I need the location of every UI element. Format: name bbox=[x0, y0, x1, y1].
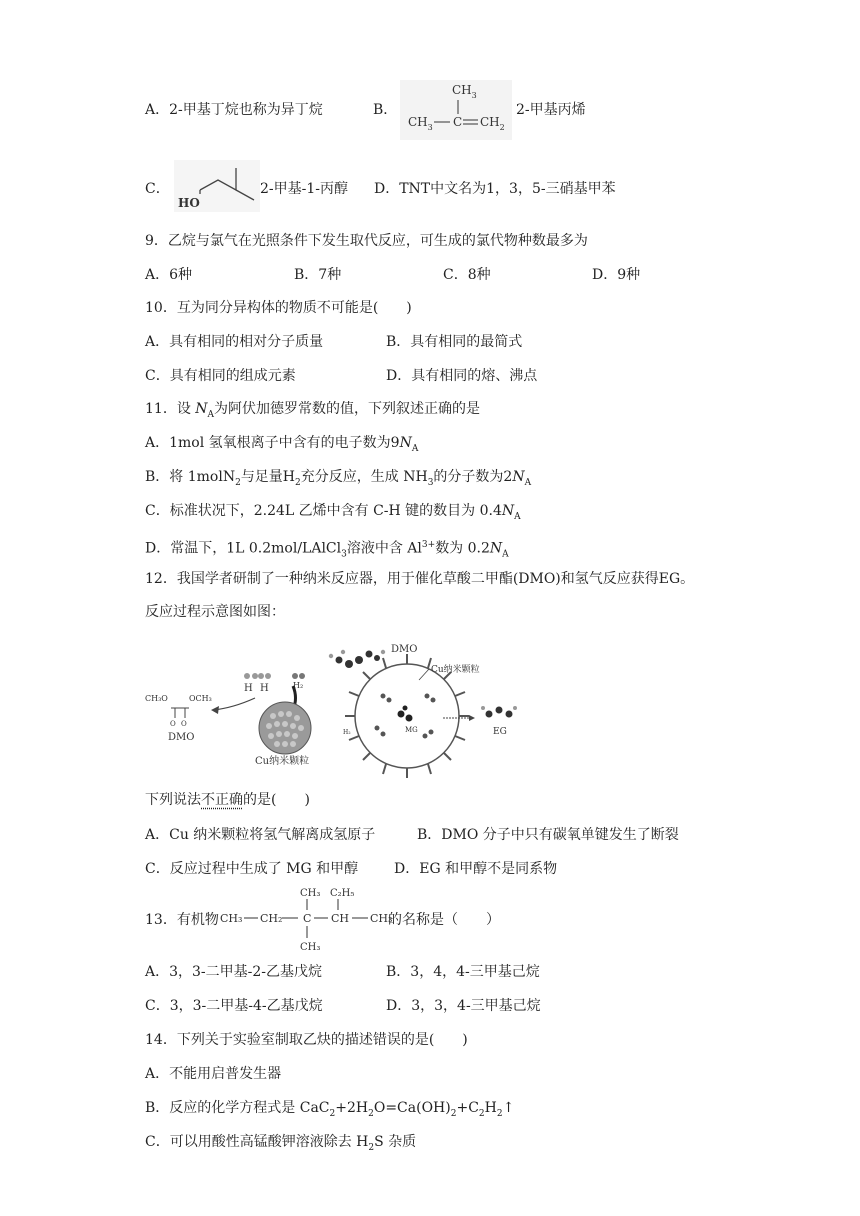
q13-structure bbox=[220, 884, 400, 956]
svg-text:EG: EG bbox=[493, 727, 507, 737]
q8-option-c-text: 2-甲基-1-丙醇 bbox=[260, 181, 349, 197]
q12-stem-line1: 12．我国学者研制了一种纳米反应器，用于催化草酸二甲酯(DMO)和氢气反应获得EG。 bbox=[145, 571, 695, 587]
q10-option-d: D．具有相同的熔、沸点 bbox=[386, 368, 538, 384]
svg-text:CH: CH bbox=[331, 912, 350, 925]
svg-text:H₂: H₂ bbox=[343, 729, 351, 736]
svg-text:CH₃: CH₃ bbox=[220, 912, 243, 925]
q8-option-d: D．TNT中文名为1，3，5-三硝基甲苯 bbox=[374, 181, 616, 197]
q11-stem: 11．设 $N_A$为阿伏加德罗常数的值，下列叙述正确的是 bbox=[145, 401, 481, 420]
svg-text:Cu纳米颗粒: Cu纳米颗粒 bbox=[431, 665, 480, 675]
svg-text:C₂H₅: C₂H₅ bbox=[330, 888, 355, 899]
svg-text:H: H bbox=[244, 683, 253, 694]
q8-option-b-label: B． bbox=[373, 102, 398, 118]
q10-option-c: C．具有相同的组成元素 bbox=[145, 368, 296, 384]
q12-option-d: D．EG 和甲醇不是同系物 bbox=[394, 861, 558, 877]
q12-stem-line2: 反应过程示意图如图： bbox=[145, 604, 285, 620]
q13-option-b: B．3，4，4-三甲基己烷 bbox=[386, 964, 540, 980]
q13-stem-prefix: 13．有机物 bbox=[145, 912, 219, 928]
svg-text:O: O bbox=[181, 720, 187, 728]
q14-option-a: A．不能用启普发生器 bbox=[145, 1066, 282, 1082]
svg-text:DMO: DMO bbox=[168, 732, 195, 743]
q12-question: 下列说法不正确的是( ) bbox=[145, 792, 310, 808]
svg-text:CH₃: CH₃ bbox=[370, 912, 393, 925]
svg-text:O: O bbox=[170, 720, 176, 728]
svg-text:MG: MG bbox=[405, 726, 418, 734]
q13-option-a: A．3，3-二甲基-2-乙基戊烷 bbox=[145, 964, 323, 980]
q12-reaction-figure bbox=[143, 638, 573, 778]
q9-option-d: D．9种 bbox=[592, 267, 641, 283]
q9-option-a: A．6种 bbox=[145, 267, 193, 283]
svg-text:CH₃: CH₃ bbox=[300, 888, 321, 899]
q14-option-b: B．反应的化学方程式是 $CaC_2+2H_2O=Ca(OH)_2+C_2H_2↑$ bbox=[145, 1100, 515, 1119]
q12-option-a: A．Cu 纳米颗粒将氢气解离成氢原子 bbox=[145, 827, 376, 843]
svg-text:OCH₃: OCH₃ bbox=[189, 694, 212, 703]
q13-stem-suffix: 的名称是（ ） bbox=[388, 912, 500, 928]
svg-text:Cu纳米颗粒: Cu纳米颗粒 bbox=[255, 756, 310, 767]
q11-option-d: D．常温下，1L 0.2mol/LAlCl$_3$溶液中含 $Al^{3+}$数为 $0.2N_A$ bbox=[145, 540, 509, 560]
svg-text:CH2: $CH_2$ bbox=[480, 115, 505, 132]
q8-option-c-label: C． bbox=[145, 181, 170, 197]
svg-text:CH3: $CH_3$ bbox=[452, 83, 477, 100]
svg-text:C: C bbox=[303, 912, 312, 925]
q9-option-c: C．8种 bbox=[443, 267, 491, 283]
q8-option-b-text: 2-甲基丙烯 bbox=[516, 102, 586, 118]
svg-text:CH3: $CH_3$ bbox=[408, 115, 433, 132]
q11-option-b: B．将 1molN$_2$与足量$H_2$充分反应，生成 $NH_3$的分子数为$2N_A$ bbox=[145, 469, 532, 488]
svg-text:H₂: H₂ bbox=[293, 681, 304, 690]
q10-option-a: A．具有相同的相对分子质量 bbox=[145, 334, 324, 350]
q10-option-b: B．具有相同的最简式 bbox=[386, 334, 523, 350]
q11-option-c: C．标准状况下，2.24L 乙烯中含有 C-H 键的数目为 $0.4N_A$ bbox=[145, 503, 521, 522]
svg-text:CH₂: CH₂ bbox=[260, 912, 283, 925]
svg-text:HO: HO bbox=[178, 196, 200, 210]
q14-option-c: C．可以用酸性高锰酸钾溶液除去 $H_2S$ 杂质 bbox=[145, 1134, 417, 1153]
q8-option-a: A．2-甲基丁烷也称为异丁烷 bbox=[145, 102, 323, 118]
q9-stem: 9．乙烷与氯气在光照条件下发生取代反应，可生成的氯代物种数最多为 bbox=[145, 233, 588, 249]
svg-text:C: C bbox=[453, 115, 463, 129]
q10-stem: 10．互为同分异构体的物质不可能是( ) bbox=[145, 300, 412, 316]
q9-option-b: B．7种 bbox=[294, 267, 342, 283]
q13-option-c: C．3，3-二甲基-4-乙基戊烷 bbox=[145, 998, 323, 1014]
q13-option-d: D．3，3，4-三甲基己烷 bbox=[386, 998, 541, 1014]
svg-text:DMO: DMO bbox=[391, 644, 418, 655]
q14-stem: 14．下列关于实验室制取乙炔的描述错误的是( ) bbox=[145, 1032, 468, 1048]
q8-option-b-structure bbox=[400, 80, 512, 140]
svg-text:CH₃O: CH₃O bbox=[145, 694, 168, 703]
svg-text:CH₃: CH₃ bbox=[300, 942, 321, 953]
q12-option-c: C．反应过程中生成了 MG 和甲醇 bbox=[145, 861, 359, 877]
q11-option-a: A．1mol 氢氧根离子中含有的电子数为$9N_A$ bbox=[145, 435, 419, 454]
q8-option-c-structure bbox=[174, 160, 260, 212]
svg-text:H: H bbox=[260, 683, 269, 694]
q12-option-b: B．DMO 分子中只有碳氧单键发生了断裂 bbox=[417, 827, 679, 843]
